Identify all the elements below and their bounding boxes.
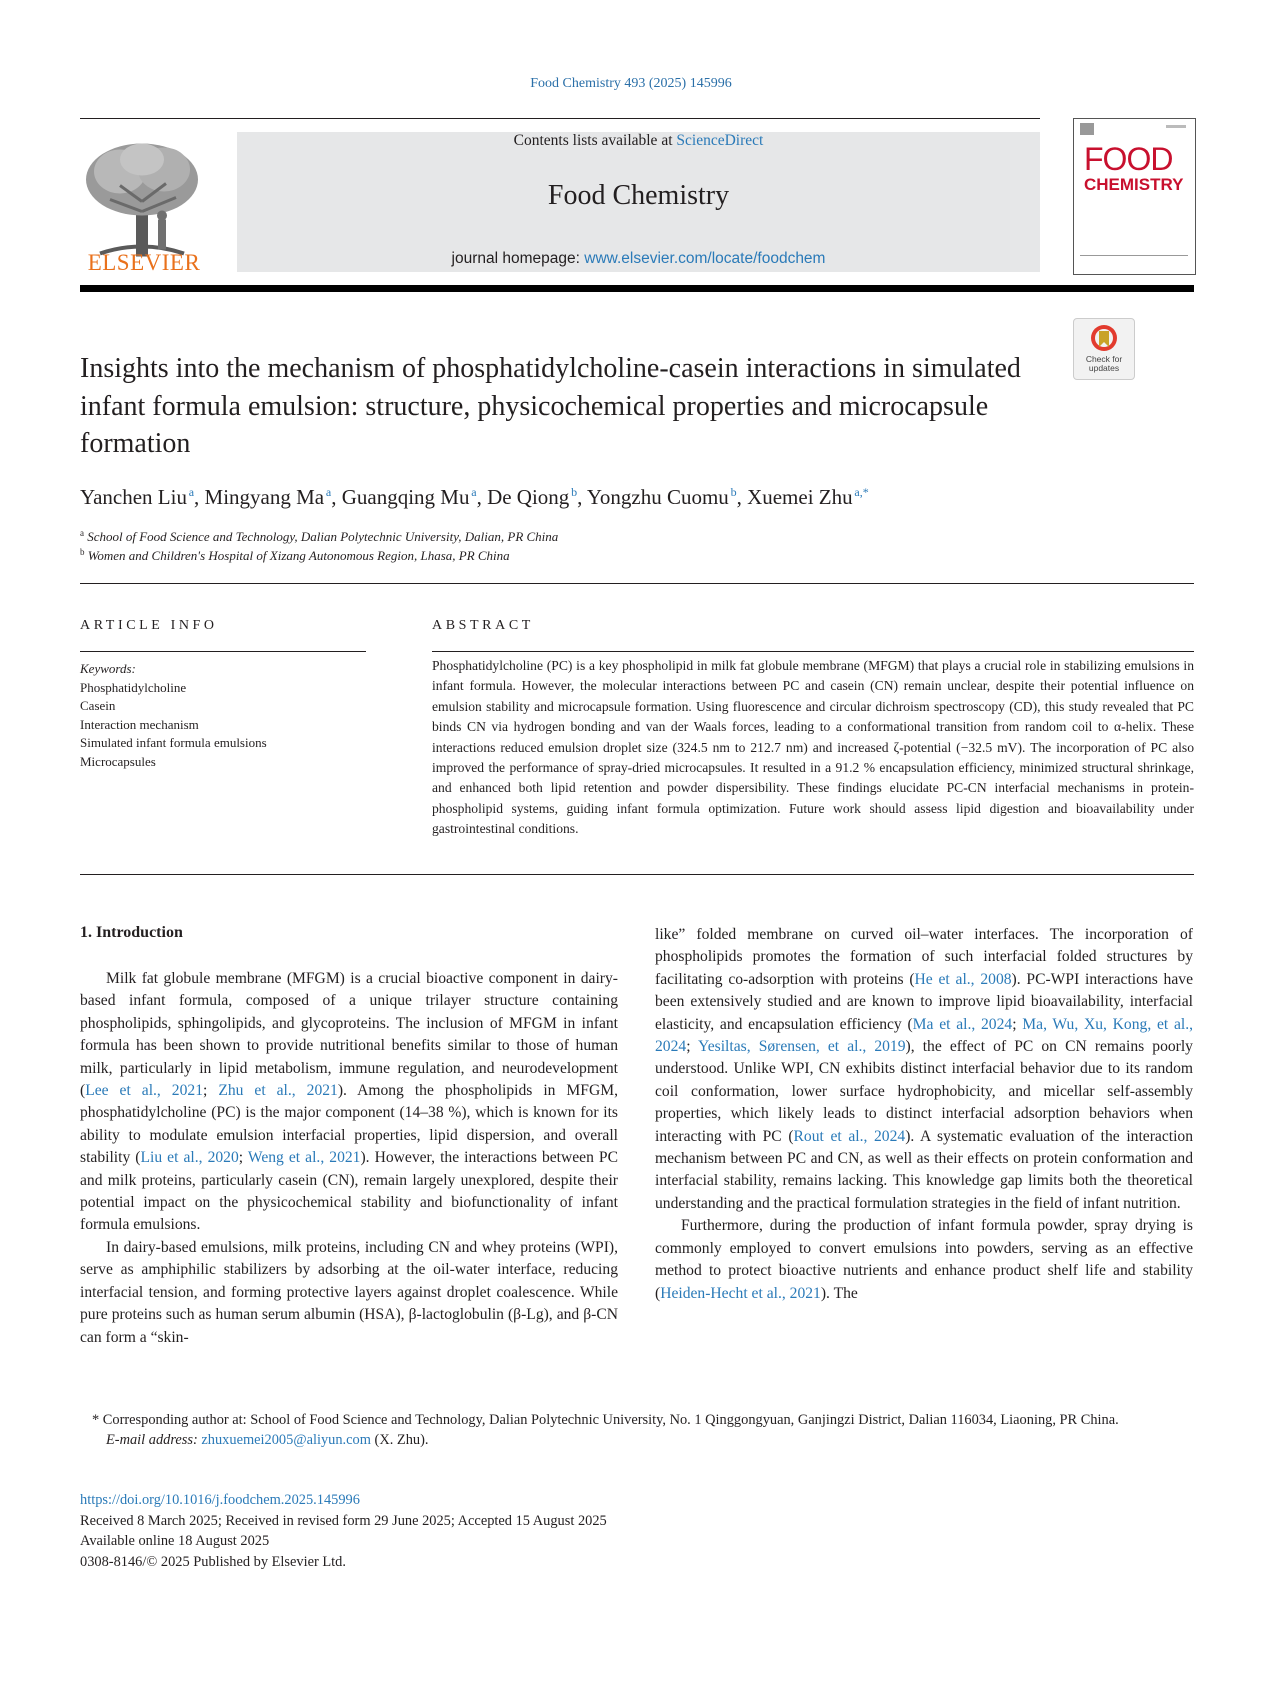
received-dates: Received 8 March 2025; Received in revised form 29 June 2025; Accepted 15 August 2025 <box>80 1512 607 1529</box>
author[interactable] <box>80 485 194 509</box>
elsevier-wordmark: ELSEVIER <box>87 250 201 275</box>
cover-title-food: FOOD <box>1084 141 1173 177</box>
email-suffix: (X. Zhu). <box>374 1432 429 1448</box>
citation-link[interactable]: Weng et al., 2021 <box>247 1149 361 1167</box>
author[interactable] <box>342 485 477 509</box>
intro-paragraph-4 <box>655 1215 1193 1305</box>
sciencedirect-link[interactable]: ScienceDirect <box>676 132 764 149</box>
keywords-label: Keywords: <box>80 661 136 676</box>
citation-link[interactable]: Yesiltas, Sørensen, et al., 2019 <box>698 1038 906 1056</box>
author-affiliation-sup[interactable]: a <box>471 485 477 499</box>
text-run: Milk fat globule membrane (MFGM) is a crucial bioactive component in dairy-based infant formula, composed of a unique trilayer structure containing phospholipids, sphingolipids, and glycoproteins. The inclusion of MFGM in infant formula has been shown to provide nutritional benefits similar to those of human milk, particularly in lipid metabolism, immune regulation, and neurodevelopment ( <box>80 970 618 1100</box>
intro-paragraph-3 <box>655 924 1193 1215</box>
journal-cover-thumbnail[interactable] <box>1073 118 1196 275</box>
corresponding-author-footnote <box>80 1410 1194 1450</box>
text-run: Furthermore, during the production of infant formula powder, spray drying is commonly employed to convert emulsions into powders, serving as an effective method to protect bioactive nutrients and enhance product shelf life and stability ( <box>655 1217 1193 1302</box>
author-name: Xuemei Zhu <box>747 485 853 509</box>
author-affiliation-sup[interactable]: a <box>325 485 332 499</box>
corresponding-text: Corresponding author at: School of Food Science and Technology, Dalian Polytechnic University, No. 1 Qinggongyuan, Ganjingzi District, Dalian 116034, Liaoning, PR China. <box>102 1412 1119 1428</box>
text-run: ; <box>203 1082 219 1100</box>
cover-tiny-logo <box>1080 123 1094 135</box>
asterisk-mark: * <box>92 1412 103 1428</box>
author-affiliation-sup[interactable]: a,* <box>854 485 869 499</box>
cover-title-chemistry: CHEMISTRY <box>1084 175 1184 194</box>
citation-link[interactable]: Liu et al., 2020 <box>140 1149 239 1167</box>
cover-bottom-rule <box>1080 255 1188 256</box>
affiliation-sup: a <box>80 528 84 538</box>
text-run: ; <box>686 1038 699 1056</box>
keyword-item: Microcapsules <box>80 753 156 769</box>
contents-prefix: Contents lists available at <box>513 132 677 149</box>
homepage-prefix: journal homepage: <box>451 250 585 267</box>
text-run: ; <box>238 1149 248 1167</box>
affiliation <box>80 547 1194 564</box>
journal-reference[interactable]: Food Chemistry 493 (2025) 145996 <box>530 76 732 91</box>
text-run: ). However, the interactions between PC and milk proteins, particularly casein (CN), remain largely unexplored, despite their potential impact on the physicochemical stability and biofunctionality of infant formula emulsions. <box>80 1149 619 1234</box>
citation-link[interactable]: Ma et al., 2024 <box>912 1015 1013 1033</box>
body-column-left <box>80 968 618 1349</box>
check-updates-label: Check for updates <box>1085 354 1123 373</box>
keywords-block <box>80 660 370 771</box>
citation-link[interactable]: Rout et al., 2024 <box>793 1127 906 1145</box>
author-name: Yongzhu Cuomu <box>586 485 729 509</box>
article-title: Insights into the mechanism of phosphatidylcholine-casein interactions in simulated infant formula emulsion: structure, physicochemical properties and microcapsule formation <box>80 353 1021 459</box>
keyword-item: Simulated infant formula emulsions <box>80 735 267 750</box>
header-heavy-rule <box>80 285 1194 292</box>
affiliation-sup: b <box>80 547 85 557</box>
author-name: Mingyang Ma <box>204 485 325 509</box>
author-affiliation-sup[interactable]: b <box>571 485 578 499</box>
citation-link[interactable]: Ma, Wu, Xu, Kong, et al., 2024 <box>655 1015 1194 1056</box>
text-run: ). The <box>820 1284 858 1302</box>
citation-link[interactable]: He et al., 2008 <box>914 970 1012 988</box>
author-affiliation-sup[interactable]: b <box>730 485 737 499</box>
article-info-rule <box>80 651 366 652</box>
abstract-heading: ABSTRACT <box>432 618 534 633</box>
email-label: E-mail address: <box>106 1432 198 1448</box>
homepage-line <box>237 250 1040 268</box>
introduction-heading: 1. Introduction <box>80 924 183 941</box>
author-name: Guangqing Mu <box>341 485 470 509</box>
contents-line <box>237 132 1040 150</box>
email-line <box>80 1430 1194 1450</box>
doi-link[interactable]: https://doi.org/10.1016/j.foodchem.2025.145996 <box>80 1492 360 1508</box>
available-online: Available online 18 August 2025 <box>80 1533 270 1549</box>
citation-link[interactable]: Zhu et al., 2021 <box>218 1082 338 1100</box>
affiliation-rule <box>80 583 1194 584</box>
keyword-item: Casein <box>80 698 116 713</box>
abstract-text: Phosphatidylcholine (PC) is a key phospholipid in milk fat globule membrane (MFGM) that plays a crucial role in stabilizing emulsions in infant formula. However, the molecular interactions between PC and casein (CN) remain unclear, despite their potential influence on emulsion stability and microcapsule formation. Using fluorescence and circular dichroism spectroscopy (CD), this study revealed that PC binds CN via hydrogen bonding and van der Waals forces, leading to a conformational transition from random coil to α-helix. These interactions reduced emulsion droplet size (324.5 nm to 212.7 nm) and increased ζ-potential (−32.5 mV). The incorporation of PC also improved the performance of spray-dried microcapsules. It resulted in a 91.2 % encapsulation efficiency, minimized structural shrinkage, and enhanced both lipid retention and powder dispersibility. These findings elucidate PC-CN interfacial mechanisms in protein-phospholipid systems, guiding infant formula optimization. Future work should assess lipid digestion and bioavailability under gastrointestinal conditions. <box>432 658 1194 837</box>
body-column-right <box>655 924 1193 1305</box>
intro-paragraph-1 <box>80 968 618 1237</box>
check-for-updates-badge[interactable] <box>1073 318 1135 380</box>
copyright-line: 0308-8146/© 2025 Published by Elsevier Ltd. <box>80 1553 346 1570</box>
journal-name: Food Chemistry <box>547 180 730 211</box>
text-run: ), the effect of PC on CN remains poorly understood. Unlike WPI, CN exhibits distinct interfacial behavior due to its random coil conformation, lower surface hydrophobicity, and micellar self-assembly properties, which likely leads to distinct interfacial adsorption behaviors when interacting with PC ( <box>655 1038 1193 1145</box>
cover-topright-mark <box>1166 125 1186 128</box>
intro-paragraph-2: In dairy-based emulsions, milk proteins, including CN and whey proteins (WPI), serve as amphiphilic stabilizers by adsorbing at the oil-water interface, reducing interfacial tension, and forming protective layers against droplet coalescence. While pure proteins such as human serum albumin (HSA), β-lactoglobulin (β-Lg), and β-CN can form a “skin- <box>80 1238 618 1346</box>
author-name: De Qiong <box>487 485 570 509</box>
keyword-item: Interaction mechanism <box>80 716 199 732</box>
text-run: ; <box>1012 1015 1023 1033</box>
text-run: ). PC-WPI interactions have been extensively studied and are known to improve lipid bioavailability, interfacial elasticity, and encapsulation efficiency ( <box>655 970 1193 1033</box>
email-link[interactable]: zhuxuemei2005@aliyun.com <box>201 1432 371 1448</box>
author[interactable] <box>587 485 737 509</box>
text-run: like” folded membrane on curved oil–water interfaces. The incorporation of phospholipids promotes the formation of such interfacial folded structures by facilitating co-adsorption with proteins ( <box>655 926 1193 988</box>
corresponding-note <box>80 1410 1194 1430</box>
journal-banner <box>237 132 1040 272</box>
affiliation-text: Women and Children's Hospital of Xizang Autonomous Region, Lhasa, PR China <box>87 548 510 563</box>
author-name: Yanchen Liu <box>80 485 187 509</box>
author-affiliation-sup[interactable]: a <box>188 485 195 499</box>
article-info-heading: ARTICLE INFO <box>80 618 218 633</box>
citation-link[interactable]: Heiden-Hecht et al., 2021 <box>660 1284 821 1302</box>
publication-info <box>80 1490 880 1572</box>
author[interactable] <box>747 485 869 509</box>
citation-link[interactable]: Lee et al., 2021 <box>85 1082 203 1100</box>
journal-homepage-link[interactable]: www.elsevier.com/locate/foodchem <box>584 250 826 267</box>
abstract-rule <box>432 651 1194 652</box>
author-list: Yanchen Liu $^a$, Mingyang Ma $^a$, Guangqing Mu $^a$, De Qiong $^b$, Yongzhu Cuomu $^b$, Xuemei Zhu $^{a,*}$ <box>80 485 869 509</box>
author[interactable] <box>487 485 577 509</box>
affiliation <box>80 528 1194 545</box>
bookmark-icon <box>1089 323 1119 353</box>
text-run: ). Among the phospholipids in MFGM, phosphatidylcholine (PC) is the major component (14–38 %), which is known for its ability to modulate emulsion interfacial properties, lipid dispersion, and overall stability ( <box>80 1082 618 1167</box>
keyword-item: Phosphatidylcholine <box>80 679 187 695</box>
author[interactable] <box>205 485 332 509</box>
text-run: ). A systematic evaluation of the interaction mechanism between PC and CN, as well as their effects on protein conformation and interfacial stability, remains lacking. This knowledge gap limits both the theoretical understanding and the practical formulation strategies in the field of infant nutrition. <box>655 1127 1193 1212</box>
abstract-bottom-rule <box>80 874 1194 875</box>
affiliation-text: School of Food Science and Technology, Dalian Polytechnic University, Dalian, PR China <box>87 529 559 544</box>
header-top-rule <box>80 118 1040 119</box>
